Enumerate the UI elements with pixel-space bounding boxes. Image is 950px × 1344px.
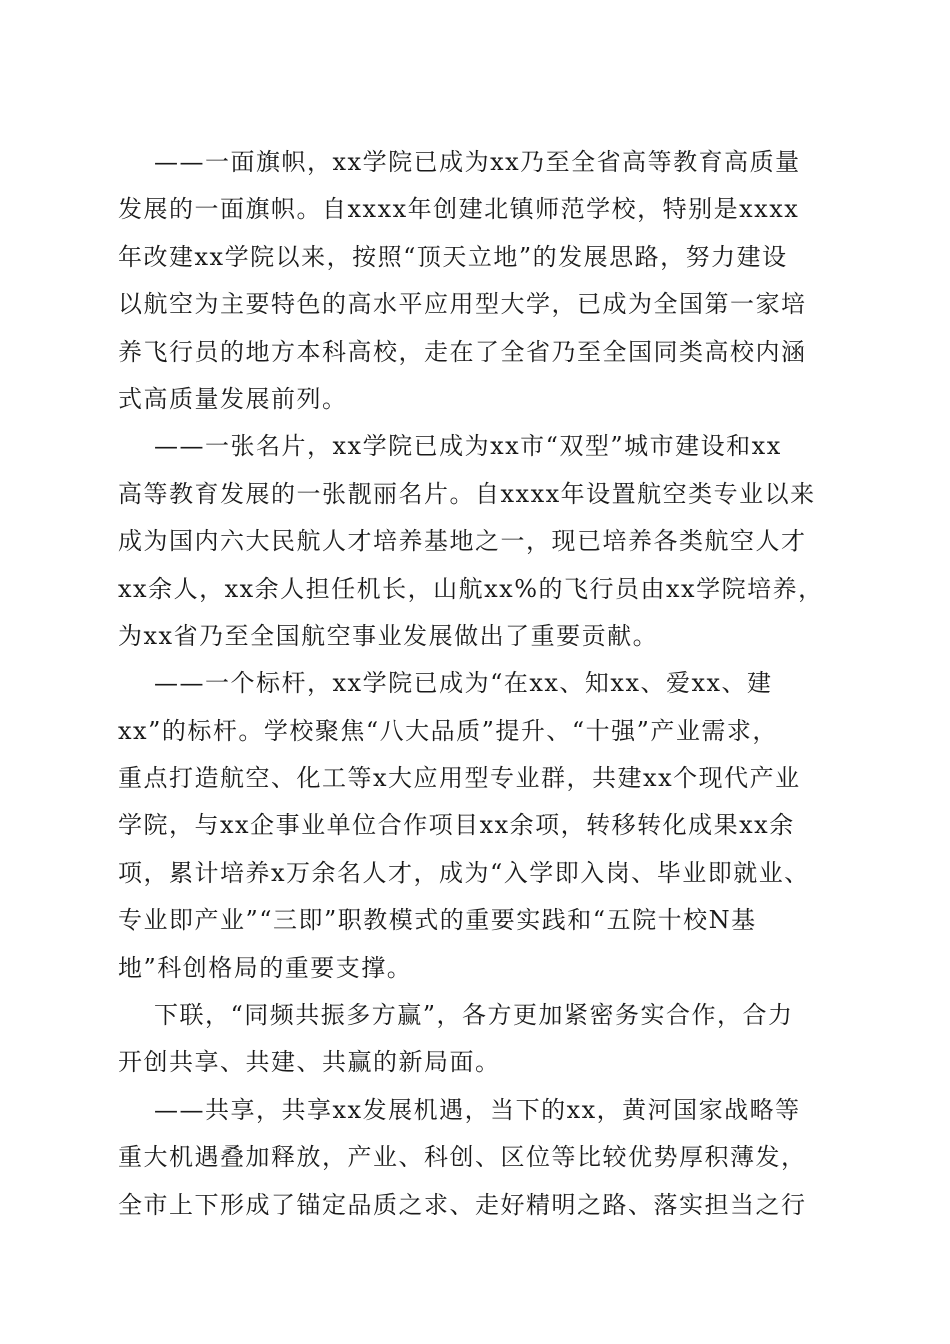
paragraph-line: 重大机遇叠加释放，产业、科创、区位等比较优势厚积薄发， (118, 1143, 807, 1172)
paragraph-line: ——一个标杆，xx学院已成为“在xx、知xx、爱xx、建 (154, 669, 773, 698)
paragraph-line: 发展的一面旗帜。自xxxx年创建北镇师范学校，特别是xxxx (118, 195, 800, 224)
paragraph-line: 成为国内六大民航人才培养基地之一，现已培养各类航空人才 (118, 527, 807, 556)
paragraph-line: 式高质量发展前列。 (118, 384, 348, 413)
paragraph-line: xx”的标杆。学校聚焦“八大品质”提升、“十强”产业需求， (118, 716, 778, 745)
paragraph-line: 学院，与xx企事业单位合作项目xx余项，转移转化成果xx余 (118, 811, 795, 840)
paragraph-line: 养飞行员的地方本科高校，走在了全省乃至全国同类高校内涵 (118, 337, 807, 366)
paragraph-line: ——一面旗帜，xx学院已成为xx乃至全省高等教育高质量 (154, 148, 801, 176)
document-body (118, 139, 838, 1229)
paragraph-line: 高等教育发展的一张靓丽名片。自xxxx年设置航空类专业以来 (118, 479, 816, 508)
paragraph-line: 以航空为主要特色的高水平应用型大学，已成为全国第一家培 (118, 290, 807, 319)
paragraph-line: 全市上下形成了锚定品质之求、走好精明之路、落实担当之行 (118, 1190, 807, 1219)
paragraph-line: 开创共享、共建、共赢的新局面。 (118, 1048, 501, 1077)
paragraph-line: 下联，“同频共振多方赢”，各方更加紧密务实合作，合力 (154, 1001, 794, 1030)
paragraph-line: xx余人，xx余人担任机长，山航xx%的飞行员由xx学院培养， (118, 574, 824, 603)
paragraph-line: 重点打造航空、化工等x大应用型专业群，共建xx个现代产业 (118, 764, 801, 793)
paragraph-line: ——一张名片，xx学院已成为xx市“双型”城市建设和xx (154, 432, 782, 461)
paragraph-line: ——共享，共享xx发展机遇，当下的xx，黄河国家战略等 (154, 1095, 801, 1124)
paragraph-line: 年改建xx学院以来，按照“顶天立地”的发展思路，努力建设 (118, 242, 788, 271)
paragraph-line: 地”科创格局的重要支撑。 (118, 953, 413, 982)
paragraph-line: 项，累计培养x万余名人才，成为“入学即入岗、毕业即就业、 (118, 858, 810, 887)
paragraph-line: 专业即产业”“三即”职教模式的重要实践和“五院十校N基 (118, 906, 757, 935)
paragraph-line: 为xx省乃至全国航空事业发展做出了重要贡献。 (118, 621, 659, 650)
